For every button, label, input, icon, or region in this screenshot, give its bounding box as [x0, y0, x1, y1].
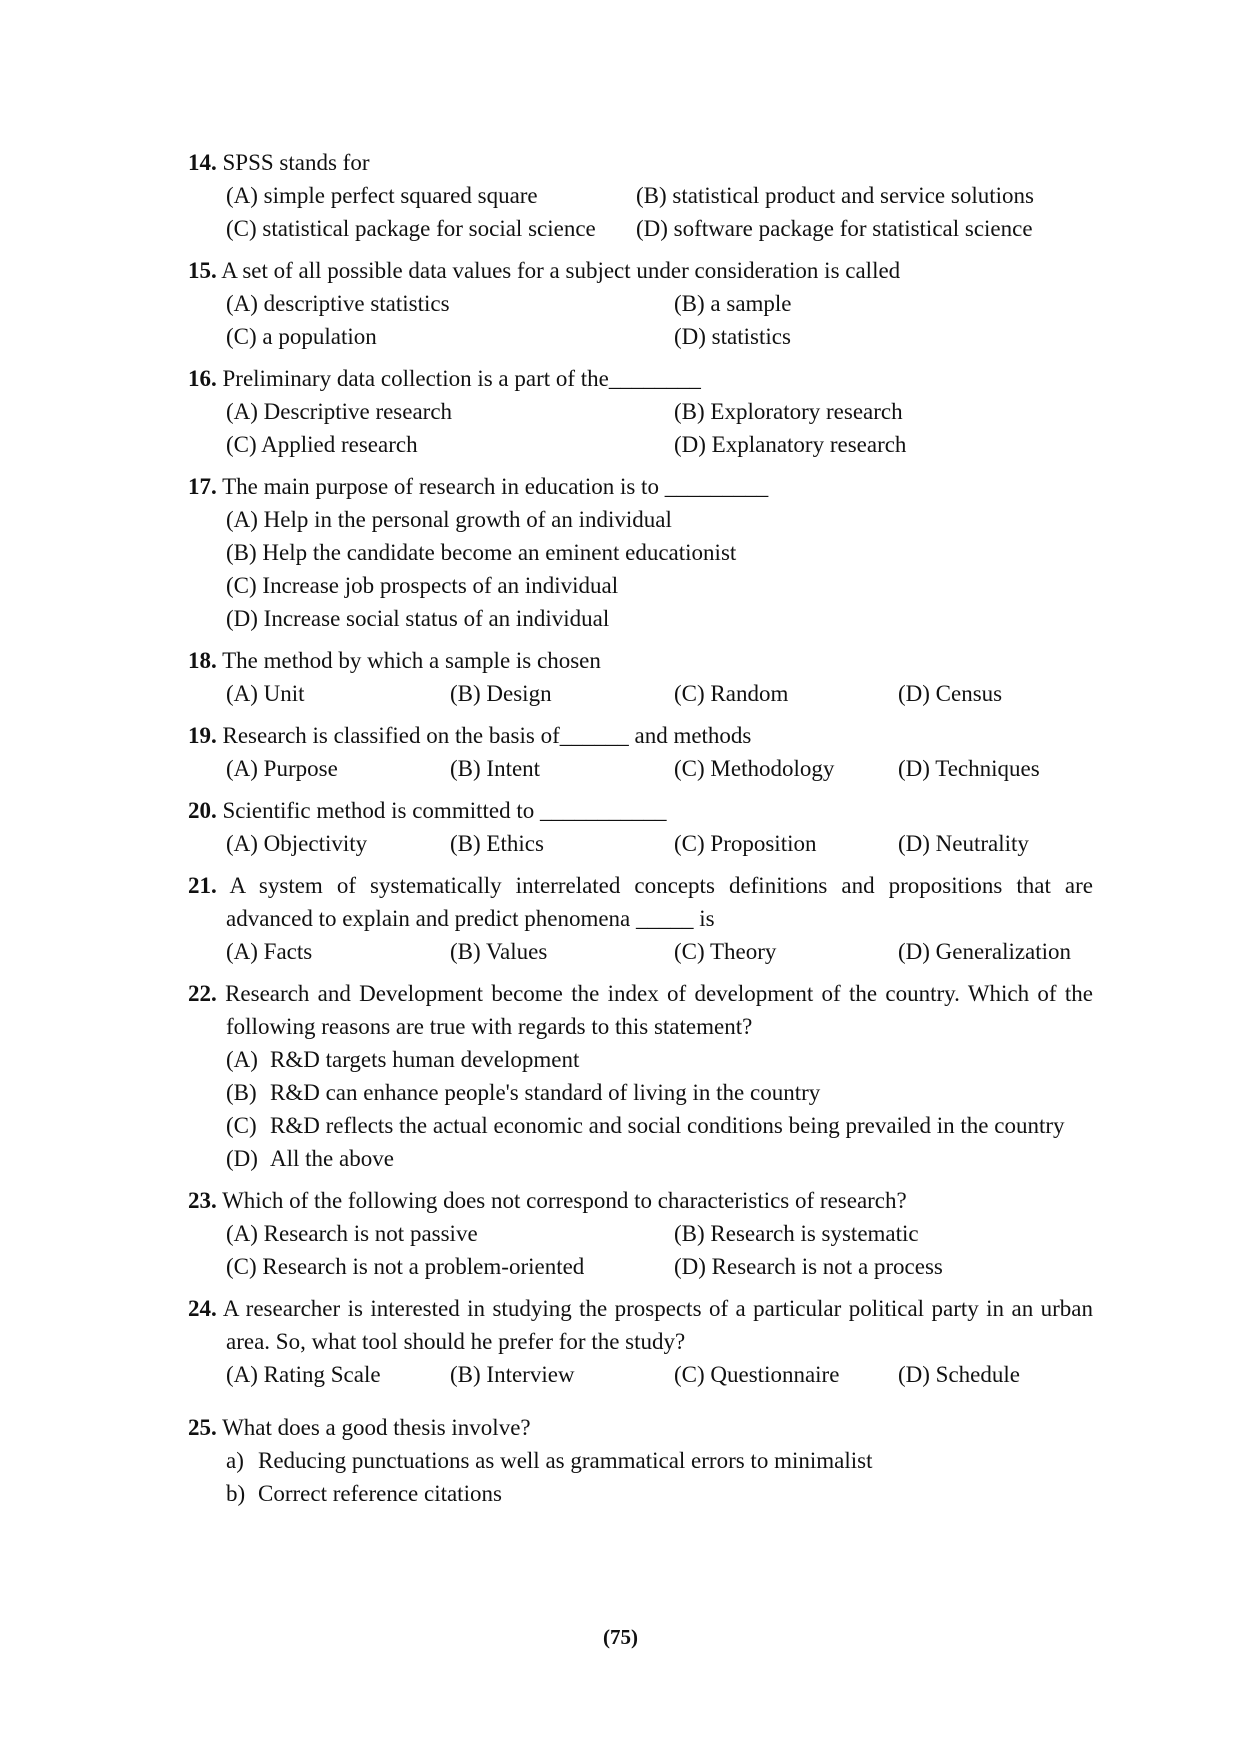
- option-d: All the above: [270, 1146, 394, 1171]
- question-text: A researcher is interested in studying the prospects of a particular political party in an urban area. So, what tool should he prefer for the study?: [222, 1296, 1093, 1354]
- option-d: (D) Generalization: [898, 939, 1072, 964]
- question-15: [188, 254, 1093, 353]
- question-text: Scientific method is committed to ___________: [222, 798, 667, 823]
- question-16: [188, 362, 1093, 461]
- option-c: (C) Proposition: [674, 831, 817, 856]
- question-number: 23.: [188, 1188, 217, 1213]
- option-d: (D) Research is not a process: [674, 1254, 943, 1279]
- question-18: [188, 644, 1093, 710]
- option-c: (C) Research is not a problem-oriented: [226, 1254, 585, 1279]
- option-a: (A) Purpose: [226, 756, 338, 781]
- option-b: (B) statistical product and service solutions: [636, 183, 1034, 208]
- option-d: (D) Census: [898, 681, 1003, 706]
- option-b: (B) a sample: [674, 291, 792, 316]
- option-c: R&D reflects the actual economic and social conditions being prevailed in the country: [270, 1113, 1065, 1138]
- option-b: (B) Ethics: [450, 831, 544, 856]
- option-d: (D) Techniques: [898, 756, 1040, 781]
- option-a: Reducing punctuations as well as grammatical errors to minimalist: [258, 1448, 873, 1473]
- option-b: (B) Design: [450, 681, 552, 706]
- option-b: (B) Research is systematic: [674, 1221, 919, 1246]
- question-number: 17.: [188, 474, 217, 499]
- option-b: (B) Exploratory research: [674, 399, 903, 424]
- option-a: (A) Descriptive research: [226, 399, 453, 424]
- question-number: 19.: [188, 723, 217, 748]
- question-text: Which of the following does not correspond to characteristics of research?: [222, 1188, 907, 1213]
- question-20: [188, 794, 1093, 860]
- option-c: (C) statistical package for social science: [226, 216, 596, 241]
- option-b: (B) Intent: [450, 756, 541, 781]
- question-text: Research is classified on the basis of______ and methods: [222, 723, 752, 748]
- page-number: (75): [603, 1625, 638, 1649]
- option-d: (D) Explanatory research: [674, 432, 907, 457]
- option-a: (A) Objectivity: [226, 831, 368, 856]
- question-text: What does a good thesis involve?: [222, 1415, 531, 1440]
- question-number: 14.: [188, 150, 217, 175]
- question-number: 20.: [188, 798, 217, 823]
- option-d: (D) statistics: [674, 324, 791, 349]
- option-b: (B) Interview: [450, 1362, 575, 1387]
- option-label: (A): [226, 1047, 258, 1072]
- question-text: A system of systematically interrelated concepts definitions and propositions that are advanced to explain and predict phenomena _____ is: [226, 873, 1094, 931]
- question-number: 22.: [188, 981, 217, 1006]
- question-text: Preliminary data collection is a part of the________: [222, 366, 701, 391]
- option-c: (C) Random: [674, 681, 789, 706]
- option-d: (D) Neutrality: [898, 831, 1029, 856]
- question-24: [188, 1292, 1093, 1391]
- question-22: [188, 977, 1093, 1175]
- option-b: (B) Values: [450, 939, 548, 964]
- question-number: 18.: [188, 648, 217, 673]
- question-text: A set of all possible data values for a subject under consideration is called: [221, 258, 901, 283]
- question-14: [188, 146, 1093, 245]
- option-b: (B) Help the candidate become an eminent educationist: [226, 540, 737, 565]
- option-a: (A) Research is not passive: [226, 1221, 478, 1246]
- question-25: [188, 1411, 1093, 1510]
- option-c: (C) Increase job prospects of an individual: [226, 573, 619, 598]
- option-a: R&D targets human development: [270, 1047, 580, 1072]
- question-text: The method by which a sample is chosen: [222, 648, 601, 673]
- option-d: (D) Increase social status of an individual: [226, 606, 610, 631]
- option-a: (A) Unit: [226, 681, 305, 706]
- option-c: (C) Theory: [674, 939, 777, 964]
- option-label: (D): [226, 1146, 258, 1171]
- question-text: Research and Development become the index of development of the country. Which of the following reasons are true with regards to this statement?: [225, 981, 1093, 1039]
- option-a: (A) descriptive statistics: [226, 291, 450, 316]
- option-d: (D) Schedule: [898, 1362, 1020, 1387]
- question-number: 21.: [188, 873, 217, 898]
- option-c: (C) Questionnaire: [674, 1362, 840, 1387]
- question-list: [188, 146, 1093, 1519]
- option-c: (C) a population: [226, 324, 377, 349]
- question-21: [188, 869, 1093, 968]
- question-number: 16.: [188, 366, 217, 391]
- option-c: (C) Applied research: [226, 432, 418, 457]
- option-c: (C) Methodology: [674, 756, 835, 781]
- option-d: (D) software package for statistical science: [636, 216, 1033, 241]
- question-number: 15.: [188, 258, 217, 283]
- option-a: (A) Facts: [226, 939, 313, 964]
- question-number: 25.: [188, 1415, 217, 1440]
- question-text: SPSS stands for: [222, 150, 370, 175]
- question-number: 24.: [188, 1296, 217, 1321]
- question-23: [188, 1184, 1093, 1283]
- option-label: b): [226, 1481, 246, 1506]
- option-label: (B): [226, 1080, 257, 1105]
- option-b: Correct reference citations: [258, 1481, 502, 1506]
- option-b: R&D can enhance people's standard of living in the country: [270, 1080, 821, 1105]
- option-a: (A) simple perfect squared square: [226, 183, 538, 208]
- option-a: (A) Rating Scale: [226, 1362, 381, 1387]
- question-19: [188, 719, 1093, 785]
- question-text: The main purpose of research in education is to _________: [222, 474, 769, 499]
- question-17: [188, 470, 1093, 635]
- option-label: a): [226, 1448, 244, 1473]
- option-a: (A) Help in the personal growth of an individual: [226, 507, 672, 532]
- option-label: (C): [226, 1113, 257, 1138]
